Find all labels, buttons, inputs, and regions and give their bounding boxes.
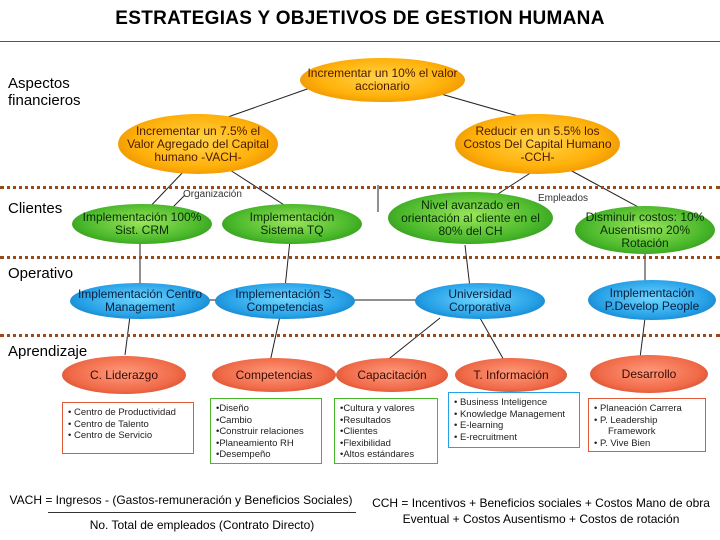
node-competencias: Competencias [212,358,336,392]
list-item: Framework [608,426,656,437]
list-item: •Cambio [216,414,253,426]
node-universidad-corporativa: Universidad Corporativa [415,283,545,319]
node-cch: Reducir en un 5.5% los Costos Del Capital Humano -CCH- [455,114,620,174]
list-item: • Knowledge Management [454,408,566,420]
list-t-informacion [448,392,580,448]
formula-vach-denominator: No. Total de empleados (Contrato Directo) [89,518,315,532]
list-liderazgo [62,402,194,454]
list-item: •Diseño [216,403,249,414]
divider-operative [0,334,720,337]
list-item: • E-learning [454,420,504,431]
link-vach-accionario [225,88,310,118]
list-item: •Planeamiento RH [216,437,294,449]
link-desarrollo-pdevelop [640,318,645,358]
formula-cch-line1: CCH = Incentivos + Beneficios sociales + Costos Mano de obra [372,496,710,510]
link-tinfo-universidad [480,318,505,362]
list-item: • E-recruitment [454,431,517,443]
list-item: •Cultura y valores [340,403,415,414]
node-valor-accionario: Incrementar un 10% el valor accionario [300,58,465,102]
list-item: •Desempeño [216,449,271,460]
label-organizacion: Organización [183,189,242,200]
link-universidad-cliente [465,245,470,288]
node-p-develop-people: Implementación P.Develop People [588,280,716,320]
list-competencias [210,398,322,464]
node-capacitacion: Capacitación [336,358,448,392]
list-item: • P. Vive Bien [594,437,651,449]
node-tq: Implementación Sistema TQ [222,204,362,244]
node-s-competencias: Implementación S. Competencias [215,283,355,319]
node-t-informacion: T. Información [455,358,567,392]
list-item: • P. Leadership [594,414,658,426]
page-title: ESTRATEGIAS Y OBJETIVOS DE GESTION HUMANA [115,8,605,29]
node-c-liderazgo: C. Liderazgo [62,356,186,394]
list-item: •Clientes [340,426,378,437]
perspective-learning: Aprendizaje [8,343,88,360]
list-capacitacion [334,398,438,464]
link-competencias-tq [285,240,290,288]
node-orientacion-cliente: Nivel avanzado en orientación al cliente en el 80% del CH [388,192,553,244]
list-item: • Centro de Productividad [68,407,176,418]
node-vach: Incrementar un 7.5% el Valor Agregado del Capital humano -VACH- [118,114,278,174]
node-crm: Implementación 100% Sist. CRM [72,204,212,244]
list-item: •Resultados [340,414,391,426]
divider-clients [0,256,720,259]
list-desarrollo [588,398,706,452]
node-desarrollo: Desarrollo [590,355,708,393]
list-item: •Flexibilidad [340,437,391,449]
perspective-clients: Clientes [8,200,63,217]
list-item: • Planeación Carrera [594,403,682,414]
perspective-financial: Aspectos financieros [8,75,81,109]
divider-financial [0,186,720,189]
node-centro-management: Implementación Centro Management [70,283,210,319]
formula-cch-line2: Eventual + Costos Ausentismo + Costos de rotación [402,512,680,526]
formula-vach-fraction-bar [48,512,356,513]
list-item: •Construir relaciones [216,426,304,437]
list-item: • Centro de Talento [68,418,149,430]
perspective-operative: Operativo [8,265,74,282]
link-capacitacion-universidad [385,318,440,362]
label-empleados: Empleados [538,193,589,204]
list-item: •Altos estándares [340,449,415,460]
list-item: • Centro de Servicio [68,430,153,441]
formula-vach-numerator: VACH = Ingresos - (Gastos-remuneración y Beneficios Sociales) [9,493,353,507]
link-competencias-comp [270,316,280,362]
node-disminuir-costos: Disminuir costos: 10% Ausentismo 20% Rotación [575,206,715,254]
list-item: • Business Inteligence [454,397,548,408]
